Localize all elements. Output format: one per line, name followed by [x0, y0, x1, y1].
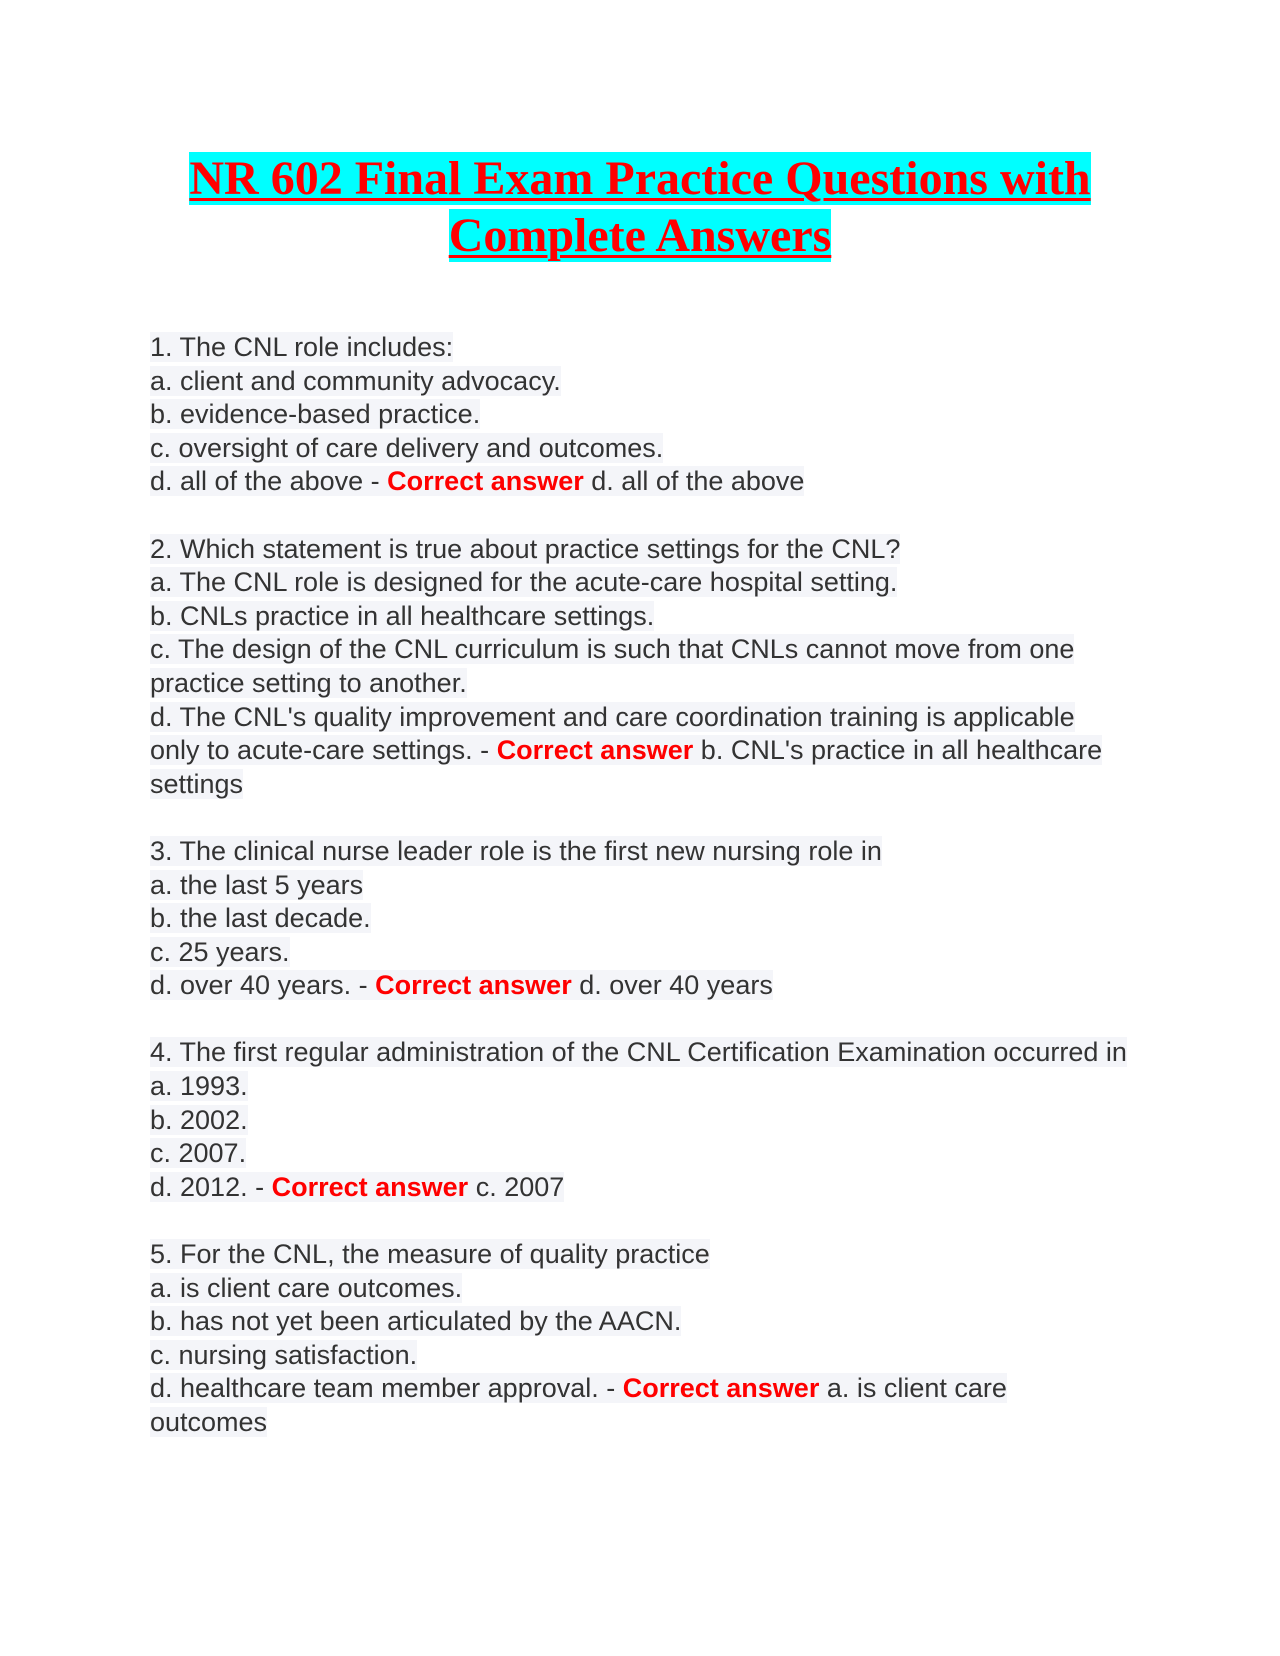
answer-text: d. all of the above	[591, 466, 805, 497]
answer-text: d. over 40 years	[579, 970, 773, 1001]
option-d: d. 2012. -	[150, 1171, 265, 1202]
correct-answer-label: Correct answer	[375, 970, 572, 1001]
title-line-1: NR 602 Final Exam Practice Questions with	[189, 152, 1091, 205]
option-c: c. nursing satisfaction.	[150, 1339, 418, 1370]
question-list	[150, 331, 1130, 1473]
option-d: d. all of the above -	[150, 466, 380, 497]
title-line-2: Complete Answers	[448, 209, 832, 262]
question-stem: 4. The first regular administration of the CNL Certification Examination occurred in	[150, 1037, 1127, 1068]
correct-answer-label: Correct answer	[271, 1171, 469, 1202]
option-b: b. evidence-based practice.	[150, 399, 481, 430]
question-stem: 5. For the CNL, the measure of quality practice	[150, 1239, 710, 1270]
option-a: a. The CNL role is designed for the acute-care hospital setting.	[150, 567, 898, 598]
question-stem: 2. Which statement is true about practice settings for the CNL?	[150, 533, 901, 564]
question-3	[150, 835, 1130, 1003]
option-b: b. the last decade.	[150, 903, 371, 934]
option-b: b. has not yet been articulated by the AACN.	[150, 1306, 682, 1337]
correct-answer-label: Correct answer	[496, 735, 694, 766]
question-stem: 1. The CNL role includes:	[150, 332, 454, 362]
option-a: a. client and community advocacy.	[150, 365, 561, 396]
correct-answer-label: Correct answer	[387, 466, 584, 497]
answer-text: c. 2007	[475, 1171, 565, 1202]
answer-text: a. is client care outcomes	[150, 1373, 1007, 1437]
answer-text: b. CNL's practice in all healthcare settings	[150, 735, 1103, 799]
option-c: c. 25 years.	[150, 936, 290, 967]
option-a: a. is client care outcomes.	[150, 1272, 463, 1303]
option-b: b. 2002.	[150, 1104, 248, 1135]
option-d: d. The CNL's quality improvement and care coordination training is applicable only to acute-care settings. -	[150, 701, 1075, 766]
question-4	[150, 1036, 1130, 1204]
correct-answer-label: Correct answer	[622, 1373, 820, 1404]
question-5	[150, 1238, 1130, 1440]
question-2	[150, 533, 1130, 802]
option-d: d. over 40 years. -	[150, 970, 368, 1001]
document-title	[150, 150, 1130, 264]
option-d: d. healthcare team member approval. -	[150, 1373, 616, 1404]
option-b: b. CNLs practice in all healthcare settings.	[150, 600, 655, 631]
question-stem: 3. The clinical nurse leader role is the first new nursing role in	[150, 835, 882, 866]
option-c: c. oversight of care delivery and outcomes.	[150, 432, 664, 463]
option-a: a. the last 5 years	[150, 869, 364, 900]
option-a: a. 1993.	[150, 1071, 248, 1102]
option-c: c. The design of the CNL curriculum is such that CNLs cannot move from one practice setting to another.	[150, 634, 1075, 698]
option-c: c. 2007.	[150, 1138, 247, 1169]
question-1	[150, 331, 1130, 499]
